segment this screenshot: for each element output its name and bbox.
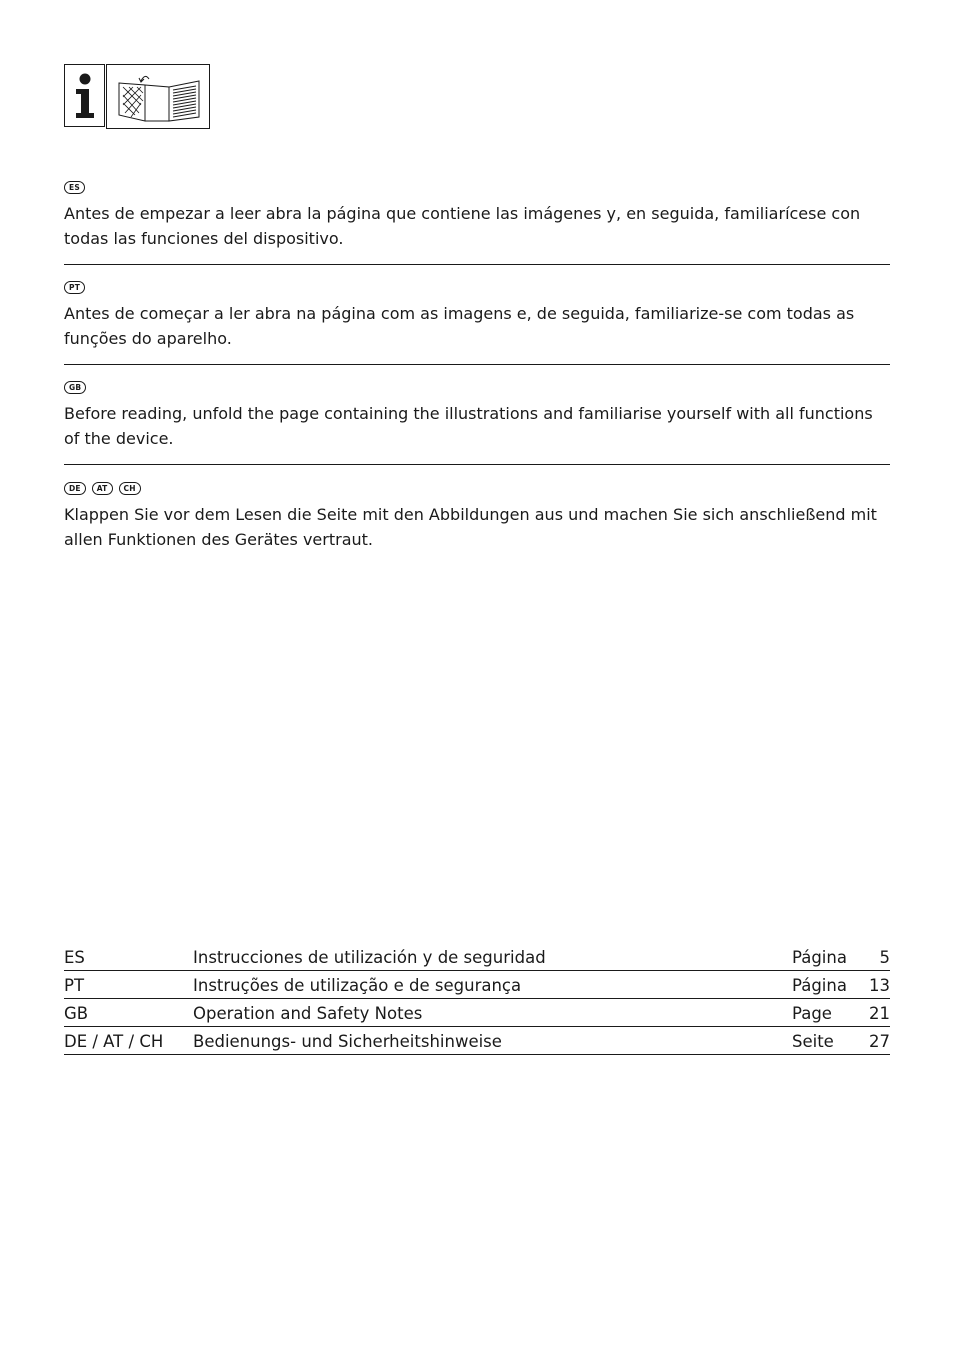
toc-page-word: Seite: [792, 1031, 834, 1051]
language-badge: GB: [64, 381, 86, 394]
toc-page-number: 5: [879, 947, 890, 967]
toc-page-number: 21: [869, 1003, 890, 1023]
language-badge: ES: [64, 181, 85, 194]
language-badge: CH: [119, 482, 141, 495]
header-icons: [64, 64, 210, 129]
toc-row[interactable]: [64, 943, 890, 971]
divider: [64, 364, 890, 365]
instruction-text: Antes de começar a ler abra na página com as imagens e, de seguida, familiarize-se com todas as funções do aparelho.: [64, 304, 855, 348]
section-gb: [64, 381, 890, 451]
section-es: [64, 181, 890, 251]
divider: [64, 264, 890, 265]
language-badges: [64, 281, 890, 295]
toc-title: Instrucciones de utilización y de seguridad: [193, 947, 546, 967]
toc-page-word: Página: [792, 947, 847, 967]
toc-title: Bedienungs- und Sicherheitshinweise: [193, 1031, 502, 1051]
language-badges: [64, 181, 890, 195]
toc-page-word: Página: [792, 975, 847, 995]
divider: [64, 464, 890, 465]
toc-page-word: Page: [792, 1003, 832, 1023]
section-pt: [64, 281, 890, 351]
toc-language-code: GB: [64, 1003, 89, 1023]
toc-title: Operation and Safety Notes: [193, 1003, 423, 1023]
table-of-contents: [64, 943, 890, 1055]
toc-language-code: ES: [64, 947, 85, 967]
toc-row[interactable]: [64, 971, 890, 999]
section-de-at-ch: [64, 482, 890, 552]
instruction-text: Klappen Sie vor dem Lesen die Seite mit den Abbildungen aus und machen Sie sich anschließend mit allen Funktionen des Gerätes vertraut.: [64, 505, 877, 549]
info-icon: [64, 64, 105, 127]
unfold-page-icon: [106, 64, 210, 129]
instruction-text: Before reading, unfold the page containing the illustrations and familiarise yourself with all functions of the device.: [64, 404, 873, 448]
language-badges: [64, 381, 890, 395]
language-badge: AT: [92, 482, 113, 495]
language-badge: PT: [64, 281, 85, 294]
toc-title: Instruções de utilização e de segurança: [193, 975, 522, 995]
toc-row[interactable]: [64, 999, 890, 1027]
toc-row[interactable]: [64, 1027, 890, 1055]
toc-page-number: 13: [869, 975, 890, 995]
language-badge: DE: [64, 482, 86, 495]
toc-language-code: PT: [64, 975, 85, 995]
toc-language-code: DE / AT / CH: [64, 1031, 164, 1051]
instruction-text: Antes de empezar a leer abra la página que contiene las imágenes y, en seguida, familiarícese con todas las funciones del dispositivo.: [64, 204, 861, 248]
toc-page-number: 27: [869, 1031, 890, 1051]
language-badges: [64, 482, 890, 496]
